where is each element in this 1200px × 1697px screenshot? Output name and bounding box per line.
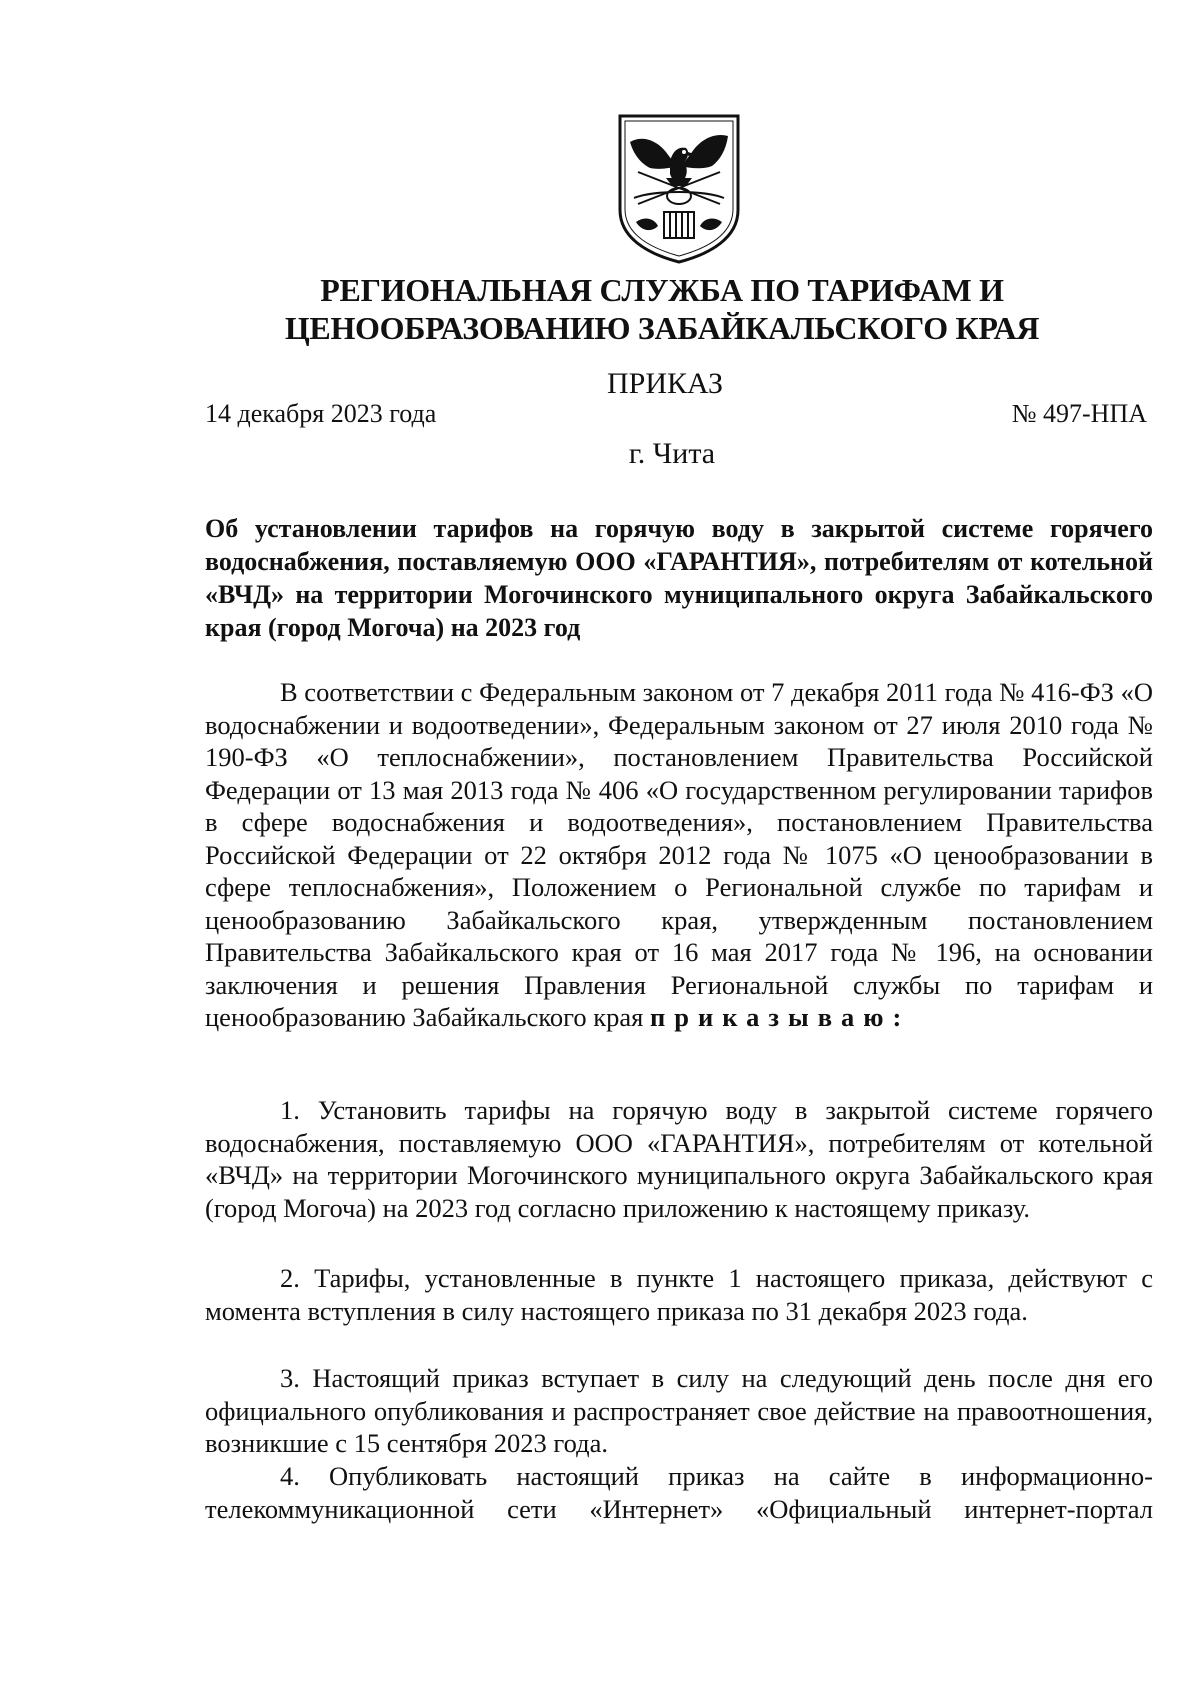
order-item-2: 2. Тарифы, установленные в пункте 1 настоящего приказа, действуют с момента вступления в силу настоящего приказа по 31 декабря 2023 года. <box>205 1263 1153 1326</box>
coat-of-arms-icon <box>614 112 744 264</box>
preamble-text: В соответствии с Федеральным законом от 7 декабря 2011 года № 416-ФЗ «О водоснабжении и водоотведении», Федеральным законом от 27 июля 2010 года № 190-ФЗ «О теплоснабжении», постановлением Правительства Российской Федерации от 13 мая 2013 года № 406 «О государственном регулировании тарифов в сфере водоснабжения и водоотведения», постановлением Правительства Российской Федерации от 22 октября 2012 года № 1075 «О ценообразовании в сфере теплоснабжения», Положением о Региональной службе по тарифам и ценообразованию Забайкальского края, утвержденным постановлением Правительства Забайкальского края от 16 мая 2017 года № 196, на основании заключения и решения Правления Региональной службы по тарифам и ценообразованию Забайкальского края <box>205 677 1153 1032</box>
document-city: г. Чита <box>628 437 716 470</box>
document-date: 14 декабря 2023 года <box>205 399 437 428</box>
order-item-4: 4. Опубликовать настоящий приказ на сайте в информационно-телекоммуникационной сети «Интернет» «Официальный интернет-портал <box>205 1461 1153 1524</box>
document-type: ПРИКАЗ <box>607 367 723 400</box>
organization-title-line-1: РЕГИОНАЛЬНАЯ СЛУЖБА ПО ТАРИФАМ И <box>320 272 1004 308</box>
order-item-1: 1. Установить тарифы на горячую воду в закрытой системе горячего водоснабжения, поставляемую ООО «ГАРАНТИЯ», потребителям от котельной «ВЧД» на территории Могочинского муниципального округа Забайкальского края (город Могоча) на 2023 год согласно приложению к настоящему приказу. <box>205 1095 1153 1223</box>
document-number: № 497-НПА <box>1011 399 1147 428</box>
organization-title-line-2: ЦЕНООБРАЗОВАНИЮ ЗАБАЙКАЛЬСКОГО КРАЯ <box>284 310 1040 346</box>
document-subject: Об установлении тарифов на горячую воду в закрытой системе горячего водоснабжения, поставляемую ООО «ГАРАНТИЯ», потребителям от котельной «ВЧД» на территории Могочинского муниципального округа Забайкальского края (город Могоча) на 2023 год <box>205 514 1153 642</box>
decree-word: приказываю: <box>649 1002 911 1032</box>
preamble-paragraph <box>205 676 1153 1034</box>
order-item-3: 3. Настоящий приказ вступает в силу на следующий день после дня его официального опубликования и распространяет свое действие на правоотношения, возникшие с 15 сентября 2023 года. <box>205 1363 1153 1458</box>
